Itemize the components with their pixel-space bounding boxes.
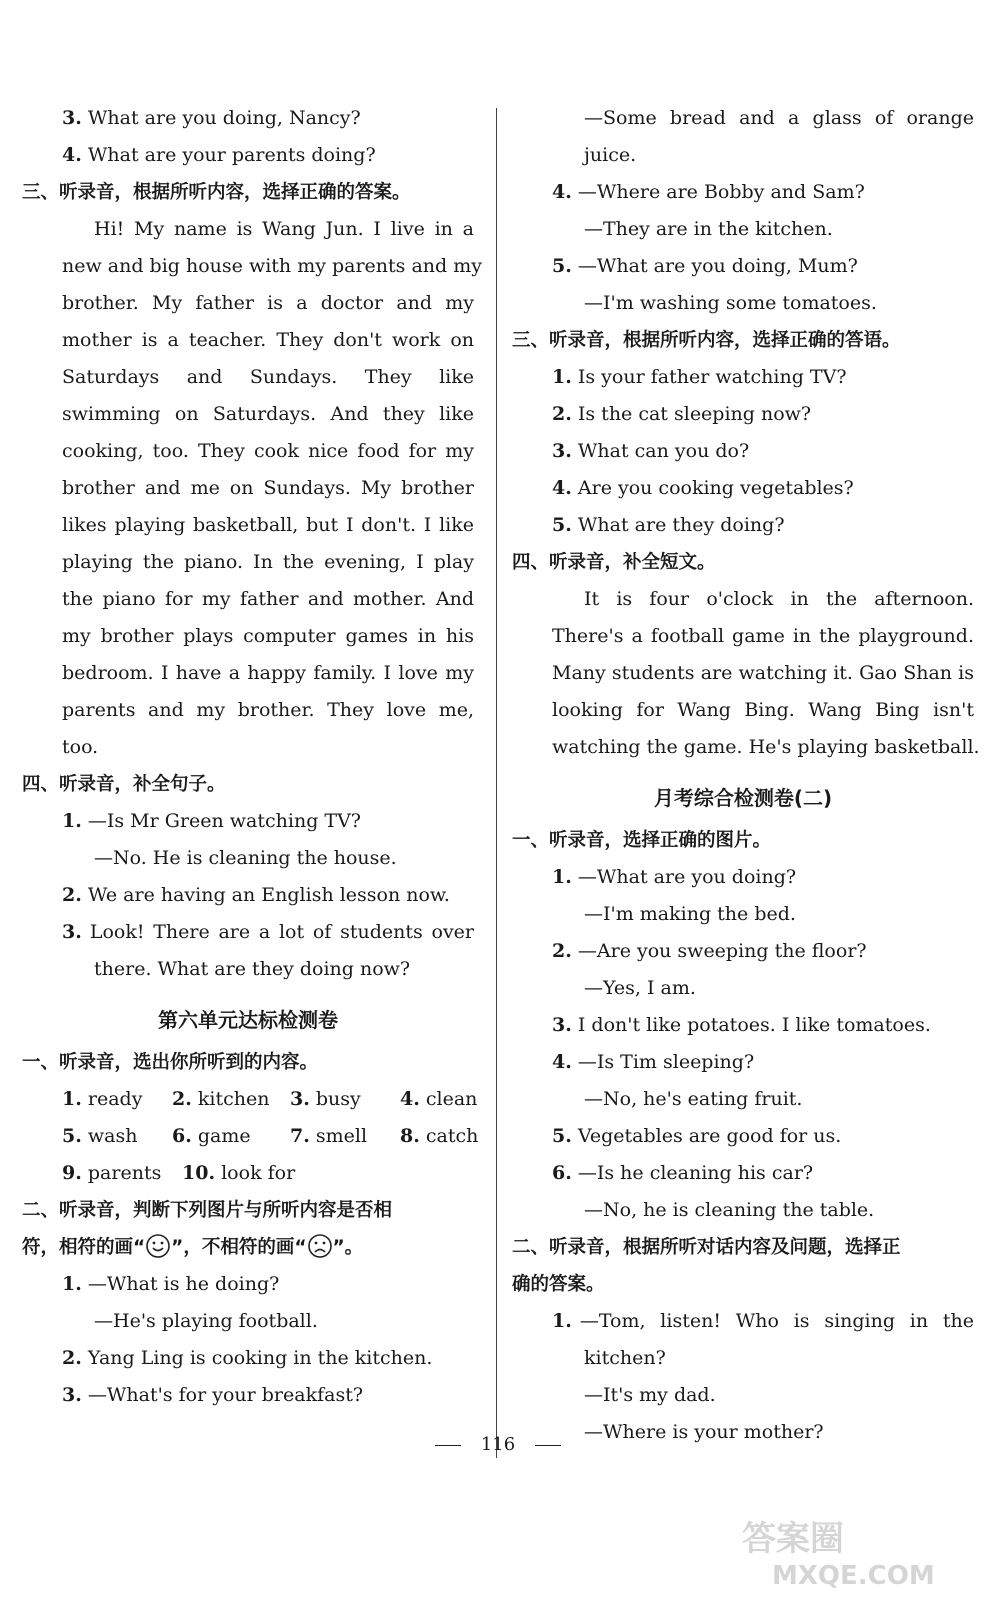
section-heading-part: ”。 (332, 1237, 364, 1258)
smiley-face-icon (145, 1233, 171, 1259)
item-number: 3. (290, 1088, 310, 1110)
passage-line: likes playing basketball, but I don't. I like (62, 514, 474, 536)
question-item (512, 507, 974, 544)
dialogue-line: —Where is your mother? (584, 1421, 824, 1443)
item-text: —Is Mr Green watching TV? (87, 810, 361, 832)
item-number: 6. (172, 1125, 192, 1147)
item-text: smell (315, 1125, 368, 1147)
item-text: —Where are Bobby and Sam? (577, 181, 865, 203)
item-text: —What are you doing? (577, 866, 797, 888)
passage-line: swimming on Saturdays. And they like (62, 403, 474, 425)
sad-face-icon (307, 1233, 333, 1259)
item-text: ready (87, 1088, 143, 1110)
item-text: —What are you doing, Mum? (577, 255, 858, 277)
test-title: 月考综合检测卷(二) (653, 786, 833, 810)
item-text: —Tom, listen! Who is singing in the (579, 1310, 974, 1332)
question-item (22, 1377, 474, 1414)
item-text: game (197, 1125, 251, 1147)
word-item (290, 1081, 400, 1118)
item-text: —Are you sweeping the floor? (577, 940, 867, 962)
page-number (0, 1434, 996, 1455)
item-number: 4. (552, 181, 572, 203)
item-text: Is your father watching TV? (577, 366, 847, 388)
question-item (22, 914, 474, 951)
word-item (172, 1081, 290, 1118)
question-item (22, 1266, 474, 1303)
passage-line: There's a football game in the playground. (552, 625, 974, 647)
section-heading: 三、听录音，根据所听内容，选择正确的答语。 (512, 330, 901, 351)
item-number: 5. (552, 255, 572, 277)
watermark-title: 答案圈 (742, 1519, 844, 1559)
item-number: 7. (290, 1125, 310, 1147)
item-number: 9. (62, 1162, 82, 1184)
item-number: 1. (552, 1310, 572, 1332)
question-item (512, 470, 974, 507)
passage-line: cooking, too. They cook nice food for my (62, 440, 474, 462)
passage-line: mother is a teacher. They don't work on (62, 329, 474, 351)
dialogue-line: —No, he is cleaning the table. (584, 1199, 875, 1221)
watermark-logo (732, 1512, 982, 1592)
item-text: —Is he cleaning his car? (577, 1162, 814, 1184)
question-item (512, 1044, 974, 1081)
right-column (512, 100, 980, 1451)
item-text: Yang Ling is cooking in the kitchen. (87, 1347, 433, 1369)
item-text: catch (425, 1125, 479, 1147)
word-item (182, 1155, 300, 1192)
word-list-row (22, 1118, 479, 1155)
passage-line: parents and my brother. They love me, (62, 699, 474, 721)
item-number: 2. (552, 940, 572, 962)
question-item (22, 803, 474, 840)
item-text: Vegetables are good for us. (577, 1125, 842, 1147)
dialogue-line: —He's playing football. (94, 1310, 318, 1332)
item-number: 2. (62, 1347, 82, 1369)
item-text: What are you doing, Nancy? (87, 107, 361, 129)
item-text: Look! There are a lot of students over (89, 921, 474, 943)
item-text: parents (87, 1162, 162, 1184)
passage-line: playing the piano. In the evening, I play (62, 551, 474, 573)
passage-line: brother and me on Sundays. My brother (62, 477, 474, 499)
page-number-text: 116 (480, 1434, 516, 1455)
passage-line: bedroom. I have a happy family. I love my (62, 662, 474, 684)
item-number: 4. (62, 144, 82, 166)
question-item (512, 1118, 974, 1155)
question-item (512, 433, 974, 470)
question-item (512, 359, 974, 396)
item-number: 3. (62, 921, 82, 943)
word-item (400, 1118, 500, 1155)
passage-line: looking for Wang Bing. Wang Bing isn't (552, 699, 974, 721)
question-item (512, 1303, 974, 1340)
item-number: 3. (62, 1384, 82, 1406)
item-number: 5. (62, 1125, 82, 1147)
dialogue-line: —No, he's eating fruit. (584, 1088, 803, 1110)
passage-line: too. (62, 736, 99, 758)
question-item (22, 100, 474, 137)
word-item (62, 1118, 172, 1155)
item-text: clean (425, 1088, 478, 1110)
item-text: Are you cooking vegetables? (577, 477, 854, 499)
item-number: 5. (552, 1125, 572, 1147)
question-item (22, 1340, 474, 1377)
word-item (172, 1118, 290, 1155)
page-number-dash-left (435, 1445, 461, 1446)
item-number: 1. (552, 366, 572, 388)
question-item (512, 933, 974, 970)
question-item (22, 137, 474, 174)
item-number: 8. (400, 1125, 420, 1147)
item-text: —What's for your breakfast? (87, 1384, 364, 1406)
section-heading: 四、听录音，补全句子。 (22, 774, 226, 795)
left-column (22, 100, 482, 1414)
item-text: What are your parents doing? (87, 144, 376, 166)
question-item (512, 174, 974, 211)
dialogue-line: juice. (584, 144, 637, 166)
item-number: 3. (62, 107, 82, 129)
word-list-row (22, 1155, 474, 1192)
passage-line: It is four o'clock in the afternoon. (584, 588, 974, 610)
passage-line: brother. My father is a doctor and my (62, 292, 474, 314)
item-number: 1. (62, 810, 82, 832)
column-divider (496, 108, 497, 1458)
passage-line: Many students are watching it. Gao Shan is (552, 662, 974, 684)
dialogue-line: kitchen? (584, 1347, 666, 1369)
item-text: busy (315, 1088, 361, 1110)
word-list-row (22, 1081, 478, 1118)
item-number: 4. (400, 1088, 420, 1110)
item-number: 5. (552, 514, 572, 536)
question-item (512, 248, 974, 285)
dialogue-line: there. What are they doing now? (94, 958, 411, 980)
section-heading-part: ”，不相符的画“ (171, 1237, 307, 1258)
section-heading: 一、听录音，选出你所听到的内容。 (22, 1052, 319, 1073)
dialogue-line: —Yes, I am. (584, 977, 696, 999)
item-number: 2. (552, 403, 572, 425)
test-title: 第六单元达标检测卷 (158, 1008, 338, 1032)
section-heading: 二、听录音，判断下列图片与所听内容是否相 (22, 1200, 393, 1221)
passage-line: Hi! My name is Wang Jun. I live in a (94, 218, 474, 240)
word-item (290, 1118, 400, 1155)
item-number: 3. (552, 1014, 572, 1036)
dialogue-line: —I'm making the bed. (584, 903, 796, 925)
item-number: 4. (552, 1051, 572, 1073)
passage-line: Saturdays and Sundays. They like (62, 366, 474, 388)
item-number: 4. (552, 477, 572, 499)
word-item (62, 1155, 182, 1192)
item-text: What can you do? (577, 440, 750, 462)
dialogue-line: —They are in the kitchen. (584, 218, 833, 240)
word-item (400, 1081, 500, 1118)
dialogue-line: —Some bread and a glass of orange (584, 107, 974, 129)
item-number: 2. (172, 1088, 192, 1110)
section-heading (22, 1229, 474, 1266)
question-item (512, 396, 974, 433)
dialogue-line: —No. He is cleaning the house. (94, 847, 397, 869)
item-text: —Is Tim sleeping? (577, 1051, 755, 1073)
dialogue-line: —I'm washing some tomatoes. (584, 292, 877, 314)
item-number: 3. (552, 440, 572, 462)
question-item (512, 859, 974, 896)
question-item (512, 1155, 974, 1192)
item-text: wash (87, 1125, 138, 1147)
section-heading: 确的答案。 (512, 1274, 605, 1295)
item-text: What are they doing? (577, 514, 785, 536)
question-item (22, 877, 474, 914)
section-heading: 二、听录音，根据所听对话内容及问题，选择正 (512, 1237, 901, 1258)
item-text: We are having an English lesson now. (87, 884, 450, 906)
item-number: 2. (62, 884, 82, 906)
dialogue-line: —It's my dad. (584, 1384, 716, 1406)
item-text: look for (221, 1162, 296, 1184)
item-number: 1. (62, 1273, 82, 1295)
item-text: Is the cat sleeping now? (577, 403, 812, 425)
item-number: 6. (552, 1162, 572, 1184)
passage-line: watching the game. He's playing basketball. (552, 736, 980, 758)
item-number: 1. (62, 1088, 82, 1110)
section-heading: 四、听录音，补全短文。 (512, 552, 716, 573)
page-number-dash-right (535, 1445, 561, 1446)
question-item (512, 1007, 974, 1044)
passage-line: the piano for my father and mother. And (62, 588, 474, 610)
passage-line: new and big house with my parents and my (62, 255, 482, 277)
word-item (62, 1081, 172, 1118)
item-text: kitchen (197, 1088, 270, 1110)
passage-line: my brother plays computer games in his (62, 625, 474, 647)
item-text: —What is he doing? (87, 1273, 280, 1295)
item-text: I don't like potatoes. I like tomatoes. (577, 1014, 931, 1036)
section-heading: 三、听录音，根据所听内容，选择正确的答案。 (22, 182, 411, 203)
item-number: 10. (182, 1162, 216, 1184)
section-heading: 一、听录音，选择正确的图片。 (512, 830, 772, 851)
section-heading-part: 符，相符的画“ (22, 1237, 146, 1258)
item-number: 1. (552, 866, 572, 888)
watermark-url: MXQE.COM (772, 1561, 935, 1591)
